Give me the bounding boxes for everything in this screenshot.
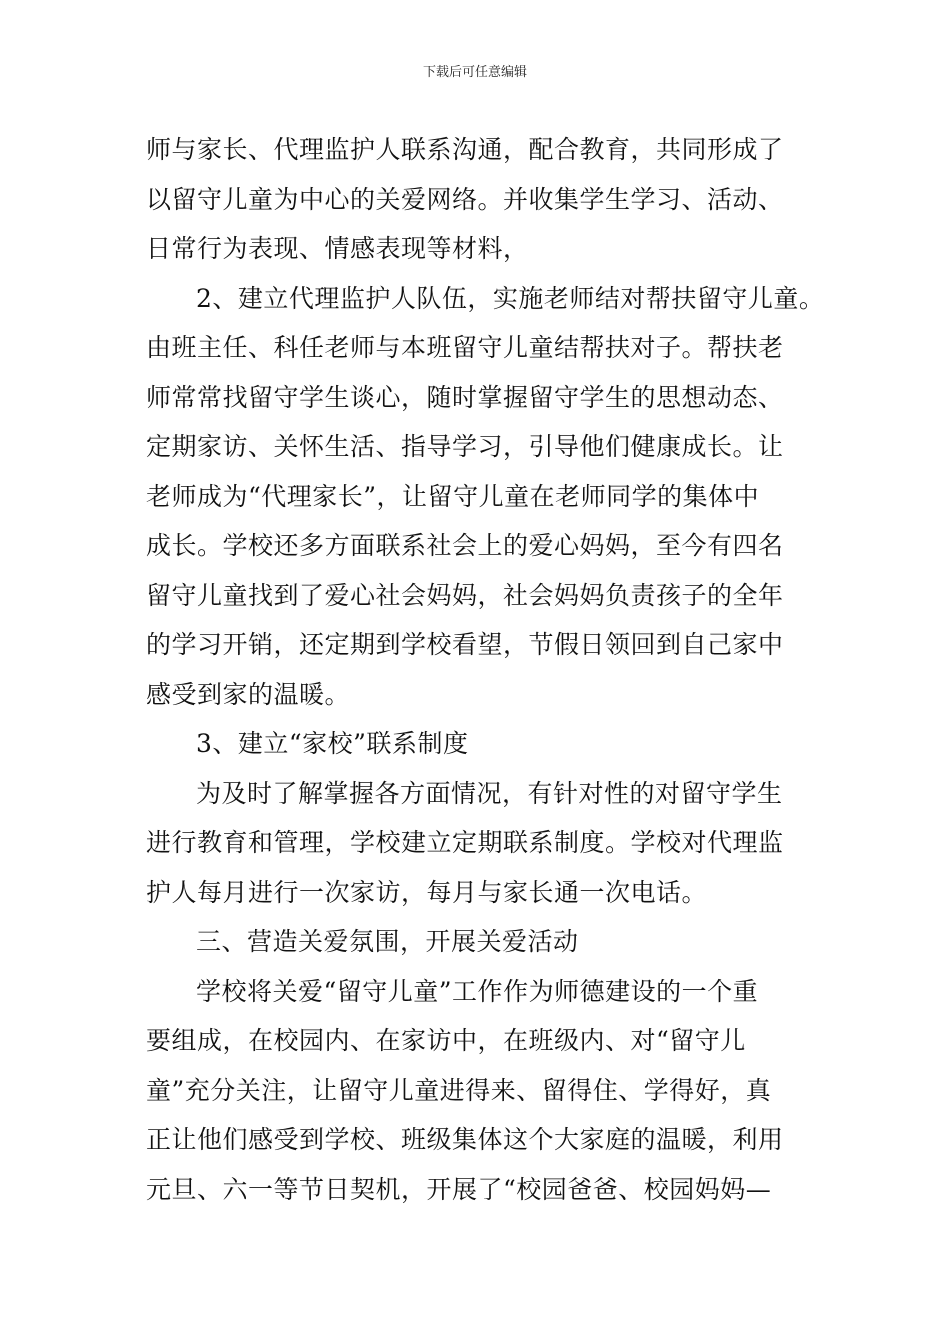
text-line: 进行教育和管理，学校建立定期联系制度。学校对代理监	[146, 828, 784, 857]
text-line: 由班主任、科任老师与本班留守儿童结帮扶对子。帮扶老	[146, 333, 784, 362]
section-heading: 3、建立“家校”联系制度	[196, 729, 469, 758]
text-line: 留守儿童找到了爱心社会妈妈，社会妈妈负责孩子的全年	[146, 580, 784, 610]
header-note: 下载后可任意编辑	[422, 65, 527, 80]
text-line: 要组成，在校园内、在家访中，在班级内、对“留守儿	[146, 1026, 746, 1055]
text-line: 师与家长、代理监护人联系沟通，配合教育，共同形成了	[146, 135, 784, 164]
text-line: 日常行为表现、情感表现等材料，	[146, 234, 529, 263]
section-heading: 三、营造关爱氛围，开展关爱活动	[196, 927, 579, 956]
paragraph-start: 为及时了解掌握各方面情况，有针对性的对留守学生	[196, 778, 783, 808]
text-line: 师常常找留守学生谈心，随时掌握留守学生的思想动态、	[146, 382, 784, 412]
text-line: 成长。学校还多方面联系社会上的爱心妈妈，至今有四名	[146, 531, 784, 560]
text-line: 感受到家的温暖。	[146, 679, 351, 709]
text-line: 正让他们感受到学校、班级集体这个大家庭的温暖，利用	[146, 1125, 784, 1154]
text-line: 的学习开销，还定期到学校看望，节假日领回到自己家中	[146, 630, 784, 659]
text-line: 以留守儿童为中心的关爱网络。并收集学生学习、活动、	[146, 184, 784, 214]
text-line: 定期家访、关怀生活、指导学习，引导他们健康成长。让	[146, 432, 784, 461]
section-heading: 2、建立代理监护人队伍，实施老师结对帮扶留守儿童。	[196, 283, 825, 313]
document-body	[146, 125, 825, 1214]
text-line: 童”充分关注，让留守儿童进得来、留得住、学得好，真	[146, 1075, 772, 1105]
text-line: 护人每月进行一次家访，每月与家长通一次电话。	[146, 877, 708, 907]
text-line: 老师成为“代理家长”，让留守儿童在老师同学的集体中	[146, 481, 760, 511]
paragraph-start: 学校将关爱“留守儿童”工作作为师德建设的一个重	[196, 976, 759, 1006]
text-line: 元旦、六一等节日契机，开展了“校园爸爸、校园妈妈—	[146, 1174, 772, 1204]
